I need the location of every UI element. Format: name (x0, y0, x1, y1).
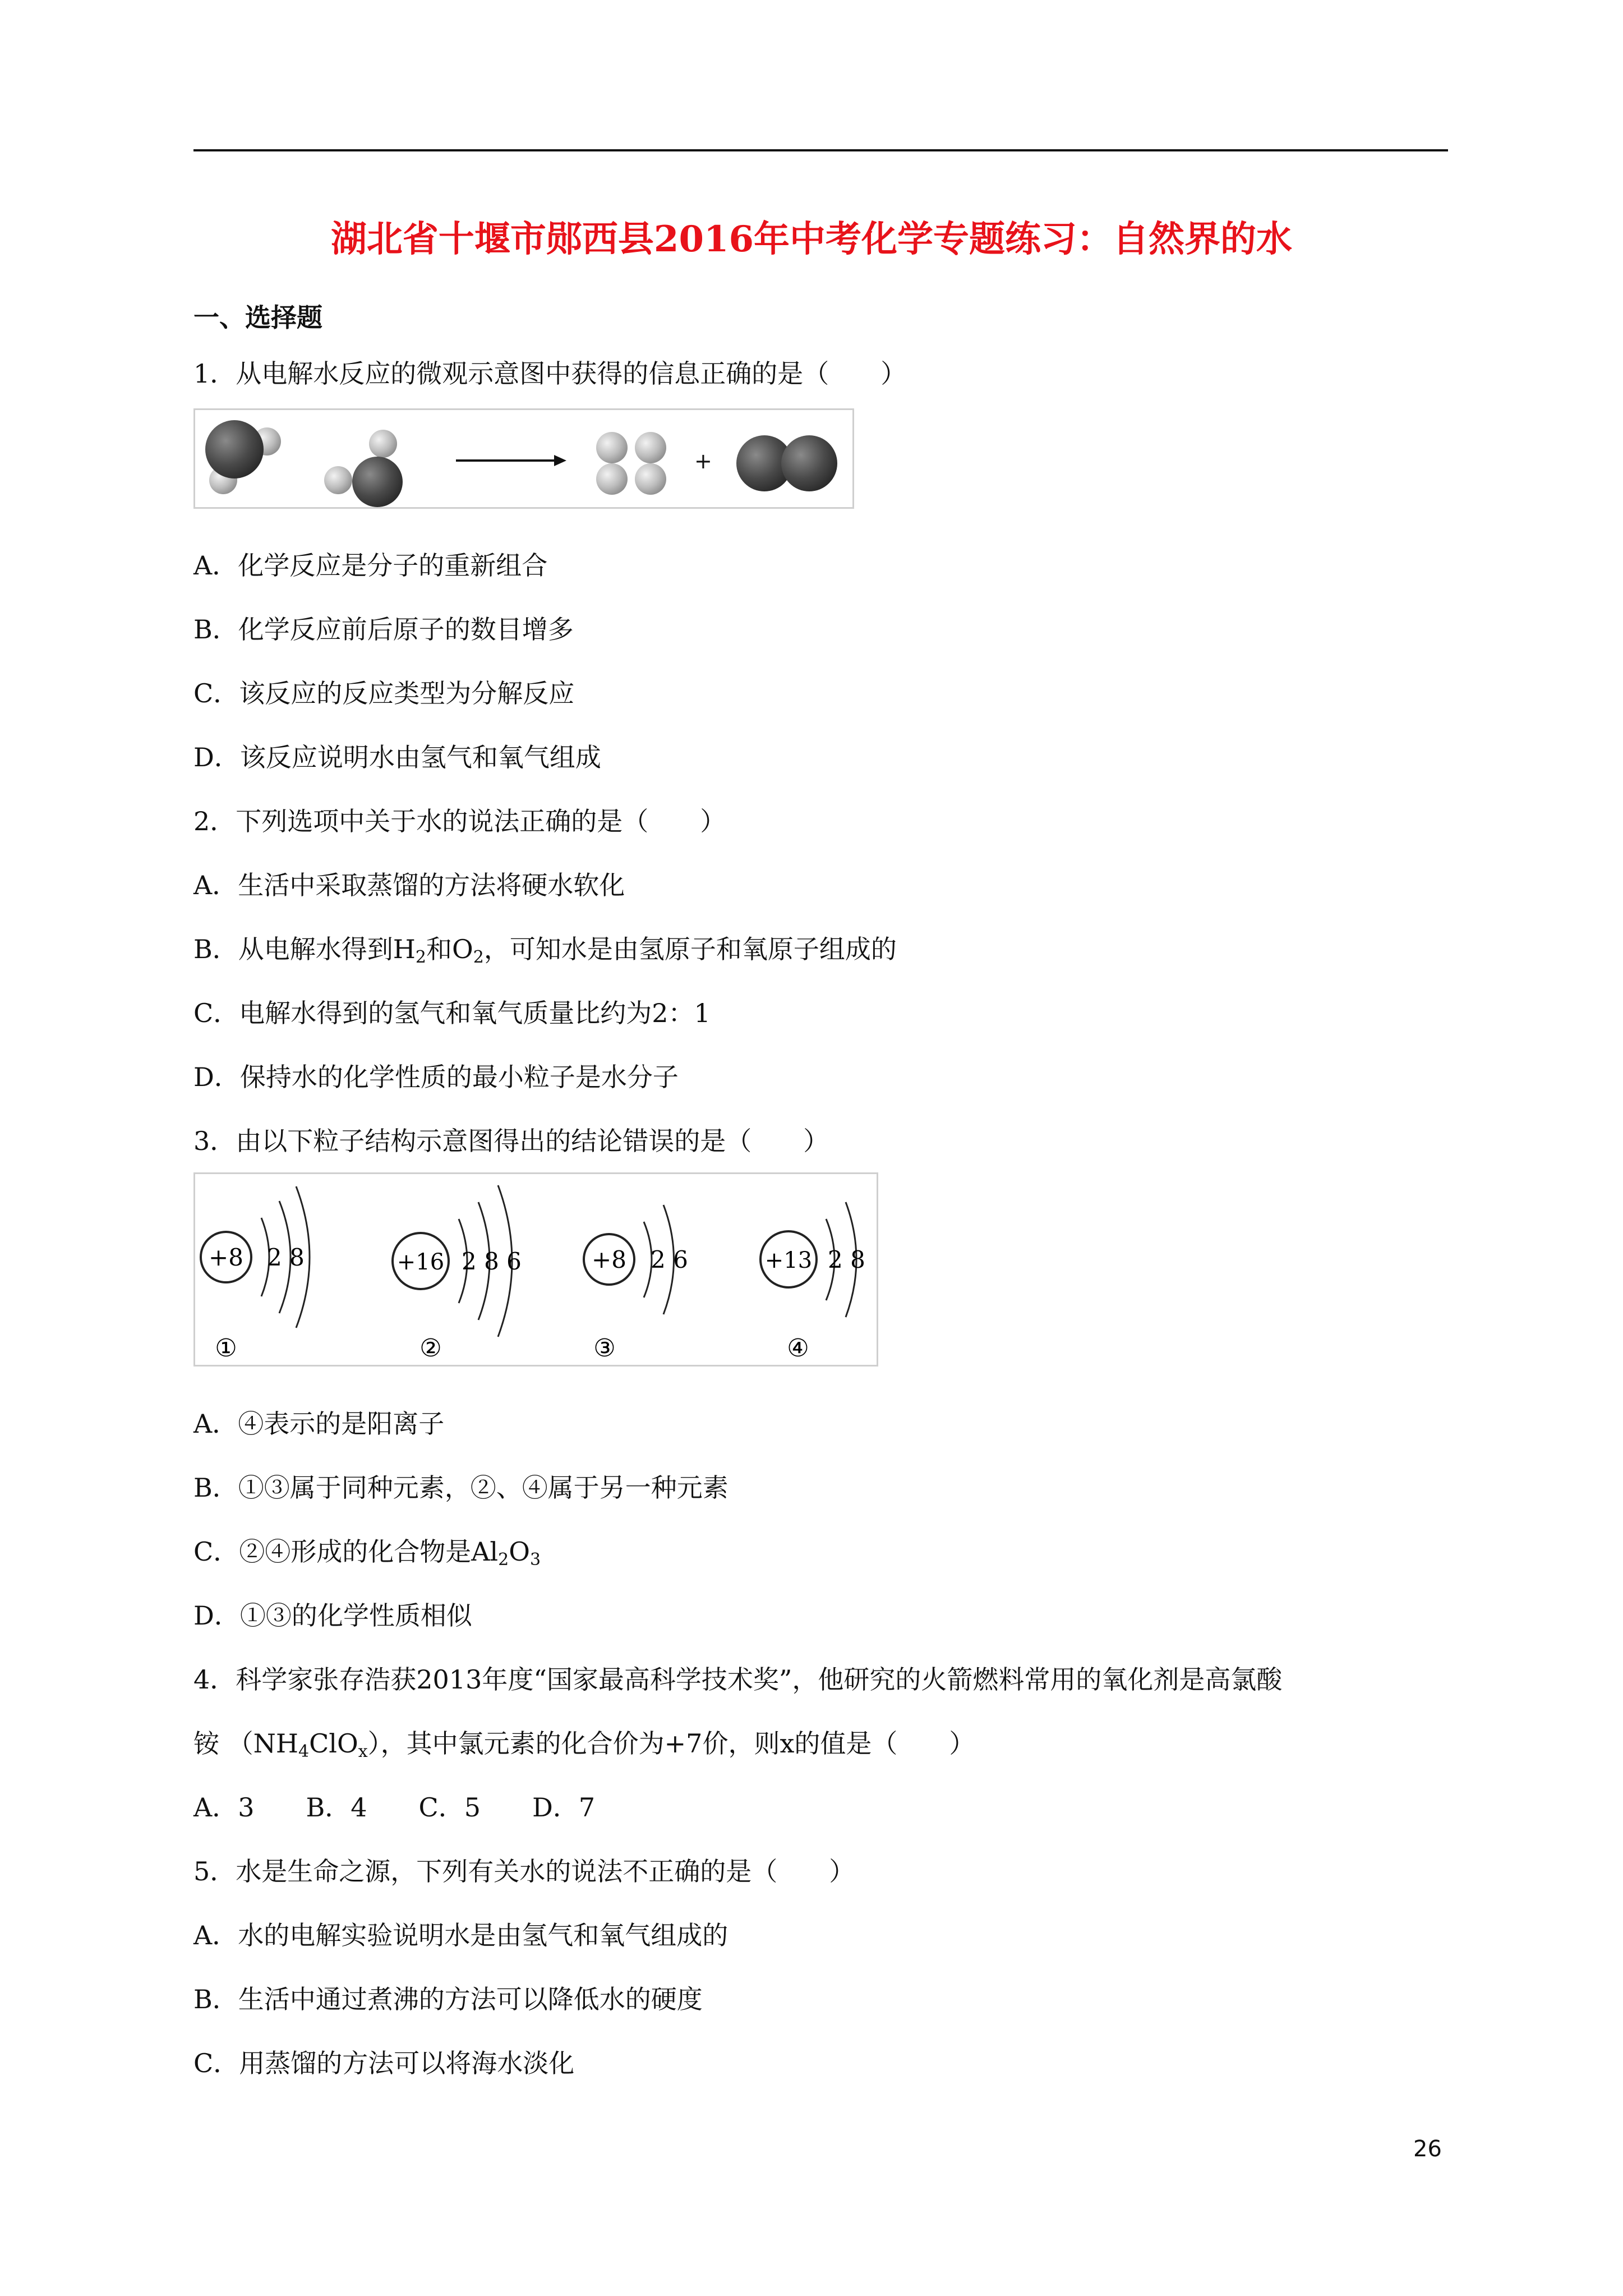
hydrogen-atom (369, 430, 397, 458)
oxygen-atom (352, 457, 403, 507)
hydrogen-molecules (596, 432, 666, 495)
water-molecule-1 (205, 420, 281, 494)
text-segment: O (509, 1536, 530, 1567)
electron-counts: 2 6 (651, 1246, 688, 1273)
question-1-option-d: D．该反应说明水由氢气和氧气组成 (193, 742, 601, 772)
electron-counts: 2 8 6 (462, 1248, 522, 1275)
subscript: x (358, 1742, 368, 1761)
question-3-stem: 3．由以下粒子结构示意图得出的结论错误的是（ ） (193, 1126, 829, 1156)
question-1-option-b: B．化学反应前后原子的数目增多 (193, 614, 574, 645)
question-2-option-b (193, 932, 897, 966)
electron-counts: 2 8 (828, 1246, 865, 1273)
hydrogen-atom (596, 463, 628, 495)
question-4-stem-line-2 (193, 1727, 975, 1760)
hydrogen-atom (596, 432, 628, 463)
question-5-option-c: C．用蒸馏的方法可以将海水淡化 (193, 2048, 575, 2078)
electrolysis-svg (195, 410, 852, 507)
hydrogen-atom (635, 432, 666, 463)
question-5-option-a: A．水的电解实验说明水是由氢气和氧气组成的 (193, 1920, 728, 1950)
question-3-option-d: D．①③的化学性质相似 (193, 1600, 472, 1631)
question-2-option-c: C．电解水得到的氢气和氧气质量比约为2：1 (193, 998, 711, 1028)
subscript: 4 (298, 1742, 310, 1761)
particle-1 (201, 1186, 310, 1363)
nucleus-charge: +8 (209, 1244, 243, 1271)
plus-sign: + (694, 449, 712, 473)
question-3-option-c (193, 1535, 541, 1568)
text-segment: ，可知水是由氢原子和氧原子组成的 (483, 934, 897, 964)
subscript: 2 (498, 1550, 509, 1570)
particle-2 (393, 1185, 522, 1363)
page-number: 26 (1413, 2136, 1442, 2162)
text-segment: B．从电解水得到H (193, 934, 416, 964)
question-4-stem-line-1: 4．科学家张存浩获2013年度“国家最高科学技术奖”，他研究的火箭燃料常用的氧化剂是高氯酸 (193, 1664, 1283, 1695)
electron-counts: 2 8 (267, 1244, 305, 1271)
hydrogen-atom (635, 463, 666, 495)
nucleus-charge: +8 (592, 1246, 626, 1273)
question-5-stem: 5．水是生命之源，下列有关水的说法不正确的是（ ） (193, 1856, 855, 1887)
subscript: 2 (415, 947, 427, 967)
question-4-options: A．3 B．4 C．5 D．7 (193, 1792, 596, 1823)
particle-label: ④ (787, 1334, 809, 1363)
header-rule (193, 149, 1448, 151)
question-2-stem: 2．下列选项中关于水的说法正确的是（ ） (193, 806, 726, 836)
oxygen-molecule (736, 435, 837, 491)
text-segment: 铵 （NH (193, 1728, 298, 1759)
water-molecule-2 (324, 430, 403, 507)
particle-structure-diagram (193, 1172, 878, 1366)
subscript: 3 (529, 1550, 541, 1570)
question-1-option-a: A．化学反应是分子的重新组合 (193, 550, 548, 581)
question-1-option-c: C．该反应的反应类型为分解反应 (193, 678, 575, 708)
particle-label: ③ (593, 1334, 616, 1363)
particle-structure-svg (195, 1174, 877, 1365)
reaction-arrow-icon (456, 455, 566, 466)
subscript: 2 (473, 947, 484, 967)
oxygen-atom (205, 420, 264, 478)
question-1-stem: 1．从电解水反应的微观示意图中获得的信息正确的是（ ） (193, 358, 907, 389)
particle-4 (760, 1202, 865, 1363)
text-segment: ），其中氯元素的化合价为+7价，则x的值是（ ） (367, 1728, 975, 1759)
nucleus-charge: +16 (396, 1249, 445, 1275)
particle-label: ① (215, 1334, 237, 1363)
particle-3 (584, 1205, 688, 1363)
nucleus-charge: +13 (764, 1248, 813, 1273)
text-segment: 和O (426, 934, 473, 964)
section-heading: 一、选择题 (193, 302, 322, 333)
question-2-option-d: D．保持水的化学性质的最小粒子是水分子 (193, 1062, 679, 1092)
particle-label: ② (419, 1334, 442, 1363)
electrolysis-diagram (193, 408, 854, 509)
hydrogen-atom (324, 466, 352, 494)
document-title: 湖北省十堰市郧西县2016年中考化学专题练习：自然界的水 (330, 218, 1293, 260)
question-3-option-b: B．①③属于同种元素，②、④属于另一种元素 (193, 1473, 728, 1503)
oxygen-atom (781, 435, 837, 491)
question-3-option-a: A．④表示的是阳离子 (193, 1409, 445, 1439)
question-2-option-a: A．生活中采取蒸馏的方法将硬水软化 (193, 870, 625, 900)
question-5-option-b: B．生活中通过煮沸的方法可以降低水的硬度 (193, 1984, 703, 2014)
text-segment: C．②④形成的化合物是Al (193, 1536, 499, 1567)
text-segment: ClO (309, 1728, 358, 1759)
